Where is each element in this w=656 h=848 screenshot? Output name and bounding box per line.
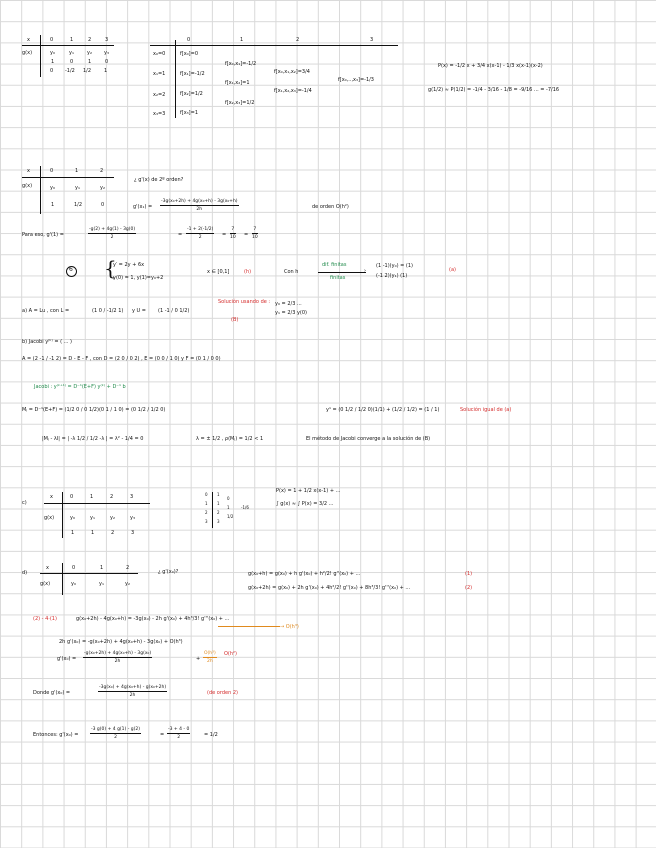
small-dd-cell: 1 <box>217 492 220 497</box>
table1-fx-label: g(x) <box>22 50 33 56</box>
system-eq1: y′ = 2y + 6x <box>113 262 145 268</box>
para-eso-den: 2 <box>110 235 114 240</box>
small-dd-cell: 1 <box>217 501 220 506</box>
table1-head: 2 <box>88 37 92 43</box>
donde-frac <box>98 685 167 698</box>
para-eso-mid-num: -1 + 2(-1/2) <box>187 227 214 232</box>
table1-cell: 0 <box>50 68 54 74</box>
dd-cell: f[x₀,x₁,x₂]=3/4 <box>274 69 310 75</box>
table3-cell: 1 <box>71 530 75 536</box>
combo-den: 2h <box>114 659 121 664</box>
matrix-system-row1: (1 -1)(y₀) = (1) <box>376 263 413 269</box>
table2-cell: 0 <box>101 202 105 208</box>
dd-cell: f[x₀,x₁]=-1/2 <box>225 61 257 67</box>
characteristic-eq: |Mⱼ - λI| = | -λ 1/2 / 1/2 -λ | = λ² - 1/4 = 0 <box>42 436 144 442</box>
fraction-bar <box>160 205 239 206</box>
table1-cell: -1/2 <box>65 68 75 74</box>
plus-sign: + <box>196 656 201 662</box>
dd-cell: f[x₂]=1/2 <box>180 91 203 97</box>
table4-head: 1 <box>100 565 104 571</box>
poly-p-line: P(x) = -1/2 x + 3/4 x(x-1) - 1/3 x(x-1)(x-2) <box>438 63 543 69</box>
combo-orange1: → O(h³) <box>280 624 299 630</box>
table1-cell: 1/2 <box>83 68 92 74</box>
table4-fx-label: g(x) <box>40 581 51 587</box>
part-b-red-note: Solución igual de (a) <box>460 407 512 413</box>
small-dd-x: 1 <box>205 501 208 506</box>
table2-cell: y₁ <box>75 185 80 191</box>
donde-num: -3g(x₀) + 4g(x₀+h) - g(x₀+2h) <box>99 685 167 690</box>
table3-cell: 2 <box>111 530 115 536</box>
part-a-red-note-2: (B) <box>231 317 239 323</box>
combo-lhs3: g'(x₀) = <box>57 656 77 662</box>
entonces-frac2 <box>167 727 190 740</box>
small-dd-cell: -1/6 <box>241 505 249 510</box>
table1-x-header: x <box>27 37 30 43</box>
combo-orange-den: 2h <box>207 659 213 664</box>
entonces-num2: -3 + 4 - 0 <box>168 727 190 732</box>
deriv-lhs: g'(x₁) = <box>133 204 153 210</box>
matrix-system-row2: (-1 2)(y₁) (1) <box>376 273 408 279</box>
fraction-bar <box>203 657 217 658</box>
system-eq2: y(0) = 1, y(1)=y₀+2 <box>113 275 164 281</box>
taylor-1: g(x₀+h) = g(x₀) + h g'(x₀) + h²/2! g''(x₀) + ... <box>248 571 361 577</box>
deriv-fraction <box>160 199 239 212</box>
donde-red: (de orden 2) <box>207 690 238 696</box>
dd-cell: f[x₀,..,x₃]=-1/3 <box>338 77 374 83</box>
table3-head: 1 <box>90 494 94 500</box>
part-c-p-line: P(x) = 1 + 1/2 x(x-1) + ... <box>276 488 341 494</box>
table1-head: 1 <box>70 37 74 43</box>
para-eso-frac3 <box>230 227 236 240</box>
splitting-line: A = (2 -1 / -1 2) = D - E - F , con D = (2 0 / 0 2) , E = (0 0 / 1 0) y F = (0 1 / 0 0) <box>22 356 221 362</box>
table1-cell: 0 <box>70 59 74 65</box>
dd-x: x₁=1 <box>153 71 166 77</box>
dd-head: 2 <box>296 37 300 43</box>
para-eso-lhs: Para eso, g'(1) = <box>22 232 64 238</box>
table2-question: ¿ g'(x) de 2º orden? <box>134 177 184 183</box>
small-dd-x: 2 <box>205 510 208 515</box>
deriv-den: 2h <box>196 207 203 212</box>
entonces-den2: 2 <box>177 735 181 740</box>
table2-rule <box>22 177 114 178</box>
para-eso-frac2 <box>186 227 214 240</box>
matrix-U: (1 -1 / 0 1/2) <box>158 308 190 314</box>
entonces-den: 2 <box>114 735 117 740</box>
table2-cell: 1/2 <box>74 202 83 208</box>
para-eso-f3-num: 7 <box>253 227 257 232</box>
table1-cell: 0 <box>105 59 109 65</box>
table1-rule <box>22 45 114 46</box>
para-eso-num: -g(2) + 4g(1) - 3g(0) <box>89 227 136 232</box>
dd-cell: f[x₁]=-1/2 <box>180 71 205 77</box>
table1-head: 3 <box>105 37 109 43</box>
fraction-bar <box>252 233 258 234</box>
table1-cell: y₃ <box>104 50 109 56</box>
table1-cell: 1 <box>51 59 55 65</box>
equals-sign: = <box>244 232 249 238</box>
table2-head: 0 <box>50 168 54 174</box>
table4-cell: y₂ <box>125 581 130 587</box>
arrow-head: › <box>364 268 366 274</box>
table3-x-header: x <box>50 494 53 500</box>
small-dd-divider <box>212 492 213 528</box>
entonces-num: -3 g(0) + 4 g(1) - g(2) <box>91 727 141 732</box>
fraction-bar <box>167 733 190 734</box>
fraction-bar <box>83 657 152 658</box>
arrow-label-bot: finitas <box>330 275 346 281</box>
small-dd-cell: 0 <box>227 496 230 501</box>
taylor-2: g(x₀+2h) = g(x₀) + 2h g'(x₀) + 4h²/2! g''(x₀) + 8h³/3! g'''(x₀) + ... <box>248 585 411 591</box>
system-brace: { <box>104 256 117 280</box>
combo-frac <box>83 651 152 664</box>
matrix-L: (1 0 / -1/2 1) <box>92 308 124 314</box>
entonces-lhs: Entonces: g'(x₀) = <box>33 732 79 738</box>
equals-sign: = <box>178 232 183 238</box>
table2-x-header: x <box>27 168 30 174</box>
fraction-bar <box>230 233 236 234</box>
table3-cell: 3 <box>131 530 135 536</box>
jacobi-matrix: Mⱼ = D⁻¹(E+F) = (1/2 0 / 0 1/2)(0 1 / 1 0) = (0 1/2 / 1/2 0) <box>22 407 166 413</box>
table3-cell: 1 <box>91 530 95 536</box>
combo-tail: O(h²) <box>224 651 238 657</box>
table1-cell: y₁ <box>69 50 74 56</box>
combo-num: -g(x₀+2h) + 4g(x₀+h) - 3g(x₀) <box>84 651 152 656</box>
combo-label: (2) - 4·(1) <box>33 616 57 622</box>
table3-cell: y₃ <box>130 515 135 521</box>
table1-divider <box>40 35 41 77</box>
para-eso-frac1 <box>88 227 136 240</box>
taylor-2-tag: (2) <box>465 585 473 591</box>
para-eso-f2-num: 7 <box>231 227 235 232</box>
dd-cell: f[x₁,x₂]=1 <box>225 80 250 86</box>
problem-number: 6 <box>69 266 73 273</box>
table4-divider <box>62 563 63 595</box>
table1-cell: 1 <box>104 68 108 74</box>
combo-orange-frac <box>203 651 217 664</box>
small-dd-cell: 1/2 <box>227 514 234 519</box>
jacobi-formula: Jacobi : y⁽ᵏ⁺¹⁾ = D⁻¹(E+F) y⁽ᵏ⁾ + D⁻¹ b <box>34 384 126 390</box>
part-d-question: ¿ g'(x₀)? <box>158 569 179 575</box>
taylor-1-tag: (1) <box>465 571 473 577</box>
table3-head: 3 <box>130 494 134 500</box>
table3-cell: y₁ <box>90 515 95 521</box>
para-eso-f2-den: 10 <box>230 235 236 240</box>
fraction-bar <box>90 733 141 734</box>
small-dd-cell: 3 <box>217 519 220 524</box>
table1-cell: y₀ <box>50 50 55 56</box>
fraction-bar <box>88 233 136 234</box>
combo-orange-num: O(h³) <box>204 651 216 656</box>
fraction-bar <box>186 233 214 234</box>
table2-divider <box>40 166 41 214</box>
table3-rule <box>44 503 150 504</box>
implication-arrow <box>318 272 366 273</box>
table2-cell: y₀ <box>50 185 55 191</box>
u-label: y U = <box>132 308 146 314</box>
deriv-num: -3g(x₀+2h) + 4g(x₀+h) - 3g(x₀+h) <box>161 199 238 204</box>
donde-den: 2h <box>129 693 136 698</box>
dd-rule <box>150 45 398 46</box>
table3-head: 0 <box>70 494 74 500</box>
table4-head: 0 <box>72 565 76 571</box>
donde-lhs: Donde g'(x₀) = <box>33 690 71 696</box>
deriv-tail: de orden O(h²) <box>312 204 349 210</box>
table3-head: 2 <box>110 494 114 500</box>
poly-g-line: g(1/2) ≈ P(1/2) = -1/4 - 3/16 - 1/8 = -9/16 ... = -7/16 <box>428 87 560 93</box>
table3-cell: y₂ <box>110 515 115 521</box>
orange-underline <box>218 626 280 627</box>
table3-divider <box>62 492 63 538</box>
table4-cell: y₀ <box>71 581 76 587</box>
table4-cell: y₁ <box>99 581 104 587</box>
entonces-frac1 <box>90 727 141 740</box>
part-a-rhs1: y₀ = 2/3 ... <box>275 301 302 307</box>
table2-head: 2 <box>100 168 104 174</box>
part-b-title: b) Jacobi y⁽ᵏ⁾ = ( ... ) <box>22 339 72 345</box>
para-eso-f3-den: 10 <box>252 235 258 240</box>
dd-x: x₂=2 <box>153 92 166 98</box>
first-iterate: y¹ = (0 1/2 / 1/2 0)(1/1) + (1/2 / 1/2) = (1 / 1) <box>326 407 440 413</box>
table4-rule <box>40 573 138 574</box>
table3-fx-label: g(x) <box>44 515 55 521</box>
table2-fx-label: g(x) <box>22 183 33 189</box>
dd-x: x₀=0 <box>153 51 166 57</box>
dd-head: 0 <box>187 37 191 43</box>
small-dd-x: 0 <box>205 492 208 497</box>
dd-x: x₃=3 <box>153 111 166 117</box>
part-d-label: d) <box>22 570 28 576</box>
part-c-approx: ∫ g(x) ≈ ∫ P(x) = 3/2 ... <box>276 501 334 507</box>
domain-note: (h) <box>244 269 252 275</box>
part-a-red-note: Solución usando de : <box>218 299 271 305</box>
small-dd-cell: 2 <box>217 510 220 515</box>
table4-x-header: x <box>46 565 49 571</box>
con-h: Con h <box>284 269 299 275</box>
combo-line2: 2h g'(x₀) = -g(x₀+2h) + 4g(x₀+h) - 3g(x₀) + O(h³) <box>59 639 183 645</box>
dd-head: 3 <box>370 37 374 43</box>
table4-head: 2 <box>126 565 130 571</box>
equals-sign: = <box>222 232 227 238</box>
para-eso-frac4 <box>252 227 258 240</box>
matrix-note: (a) <box>449 267 456 273</box>
entonces-tail: = 1/2 <box>204 732 218 738</box>
table2-head: 1 <box>75 168 79 174</box>
dd-cell: f[x₃]=1 <box>180 110 198 116</box>
dd-cell: f[x₂,x₃]=1/2 <box>225 100 255 106</box>
part-c-label: c) <box>22 500 27 506</box>
dd-head: 1 <box>240 37 244 43</box>
dd-divider <box>175 40 176 118</box>
table2-cell: 1 <box>51 202 55 208</box>
part-a-rhs2: y₁ = 2/3 y(0) <box>275 310 308 316</box>
convergence-note: El método de Jacobi converge a la solución de (B) <box>306 436 431 442</box>
domain: x ∈ [0,1] <box>207 269 230 275</box>
small-dd-cell: 1 <box>227 505 230 510</box>
eigenvalues: λ = ± 1/2 , ρ(Mⱼ) = 1/2 < 1 <box>196 436 264 442</box>
table2-cell: y₂ <box>100 185 105 191</box>
dd-cell: f[x₀]=0 <box>180 51 198 57</box>
small-dd-x: 3 <box>205 519 208 524</box>
table1-cell: 1 <box>88 59 92 65</box>
table1-head: 0 <box>50 37 54 43</box>
para-eso-mid-den: 2 <box>198 235 202 240</box>
part-a-label: a) A = Lu , con L = <box>22 308 70 314</box>
table3-cell: y₀ <box>70 515 75 521</box>
arrow-label-top: dif. finitas <box>322 262 347 268</box>
combo-line1: g(x₀+2h) - 4g(x₀+h) = -3g(x₀) - 2h g'(x₀) + 4h³/3! g'''(x₀) + ... <box>76 616 230 622</box>
fraction-bar <box>98 691 167 692</box>
entonces-eq: = <box>160 732 165 738</box>
dd-cell: f[x₁,x₂,x₃]=-1/4 <box>274 88 312 94</box>
table1-cell: y₂ <box>87 50 92 56</box>
